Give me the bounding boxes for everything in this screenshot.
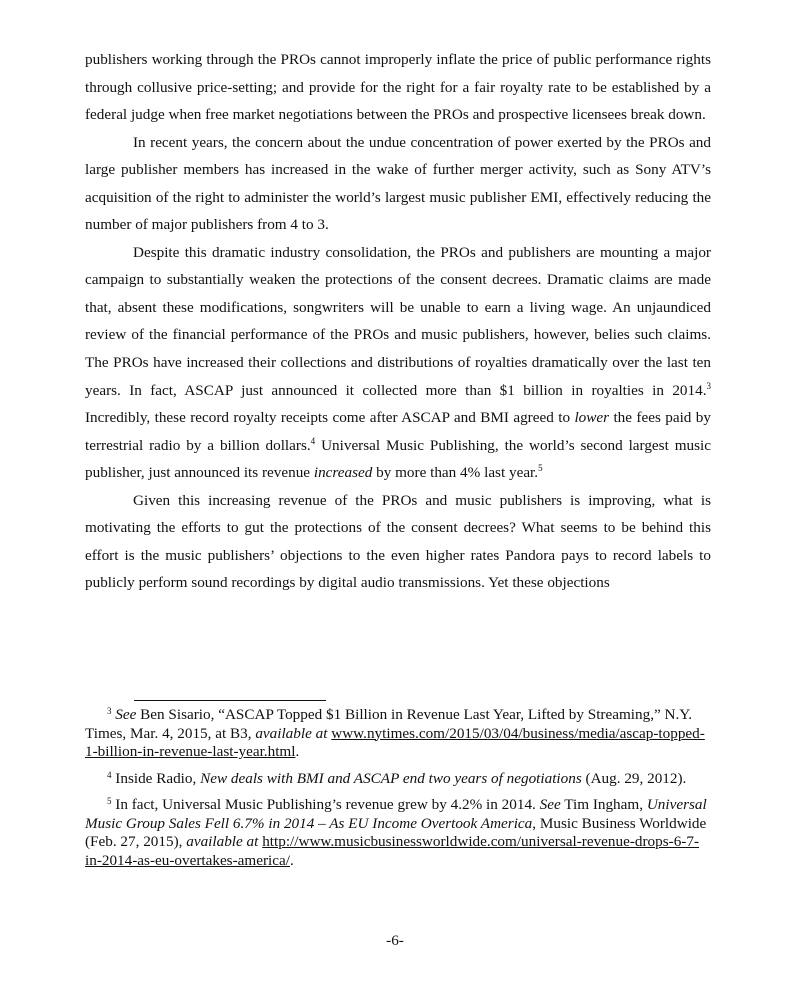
italic-text: See — [539, 796, 561, 813]
citation-link[interactable]: www.nytimes.com/2015/03/04/business/media/ascap-topped-1-billion-in-revenue-last-year.html — [85, 724, 705, 760]
citation-link[interactable]: http://www.musicbusinessworldwide.com/universal-revenue-drops-6-7-in-2014-as-eu-overtakes-america/ — [85, 833, 700, 869]
text-run: the fees paid by terrestrial radio by a billion dollars. — [85, 409, 711, 454]
footnote-reference[interactable]: 4 — [310, 435, 316, 446]
text-run: Inside Radio, — [115, 769, 201, 787]
text-run: . — [289, 851, 294, 869]
body-paragraph — [85, 239, 711, 487]
footnotes — [85, 706, 711, 878]
footnote-4 — [85, 770, 711, 789]
footnote-reference[interactable]: 3 — [706, 380, 711, 391]
footnote-number: 5 — [107, 796, 112, 806]
body-text — [85, 46, 711, 597]
text-run: Incredibly, these record royalty receipts come after ASCAP and BMI agreed to — [85, 409, 575, 427]
italic-text: available at — [186, 833, 259, 850]
italic-text: Universal Music Group Sales Fell 6.7% in 2014 – As EU Income Overtook America — [85, 796, 707, 832]
footnote-separator — [134, 700, 326, 701]
footnote-5 — [85, 796, 711, 870]
text-run: (Aug. 29, 2012). — [581, 769, 687, 787]
footnote-3 — [85, 706, 711, 762]
text-run: . — [295, 743, 300, 760]
text-run: by more than 4% last year. — [372, 464, 539, 482]
text-run: Ben Sisario, “ASCAP Topped $1 Billion in Revenue Last Year, Lifted by Streaming,” N.Y. Times, Mar. 4, 2015, at B3, — [85, 706, 693, 742]
footnote-number: 4 — [107, 769, 112, 780]
text-run: Tim Ingham, — [560, 796, 647, 813]
page-number: -6- — [386, 932, 404, 949]
text-run: Universal Music Publishing, the world’s second largest music publisher, just announced its revenue — [85, 436, 711, 482]
italic-text: New deals with BMI and ASCAP end two years of negotiations — [200, 769, 582, 787]
text-run: , Music Business Worldwide (Feb. 27, 2015), — [85, 814, 707, 850]
body-paragraph: In recent years, the concern about the undue concentration of power exerted by the PROs and large publisher members has increased in the wake of further merger activity, such as Sony ATV’s acquisition of the right to administer the world’s largest music publisher EMI, effectively reducing the number of major publishers from 4 to 3. — [85, 133, 711, 234]
italic-text: available at — [255, 724, 328, 742]
body-paragraph: publishers working through the PROs cannot improperly inflate the price of public performance rights through collusive price-setting; and provide for the right for a fair royalty rate to be established by a federal judge when free market negotiations between the PROs and prospective licensees break down. — [85, 51, 711, 124]
italic-text: increased — [313, 464, 373, 482]
footnote-reference[interactable]: 5 — [538, 463, 543, 474]
italic-text: See — [115, 706, 137, 723]
italic-text: lower — [574, 409, 610, 427]
body-paragraph: Given this increasing revenue of the PROs and music publishers is improving, what is motivating the efforts to gut the protections of the consent decrees? What seems to be behind this effort is the music publishers’ objections to the even higher rates Pandora pays to record labels to publicly perform sound recordings by digital audio transmissions. Yet these objections — [85, 491, 711, 592]
text-run: In fact, Universal Music Publishing’s revenue grew by 4.2% in 2014. — [115, 796, 540, 813]
text-run: Despite this dramatic industry consolidation, the PROs and publishers are mounting a major campaign to substantially weaken the protections of the consent decrees. Dramatic claims are made that, absent these modifications, songwriters will be unable to earn a living wage. An unjaundiced review of the financial performance of the PROs and music publishers, however, belies such claims. The PROs have increased their collections and distributions of royalties dramatically over the last ten years. In fact, ASCAP just announced it collected more than $1 billion in royalties in 2014. — [85, 243, 711, 399]
footnote-number: 3 — [107, 706, 112, 716]
